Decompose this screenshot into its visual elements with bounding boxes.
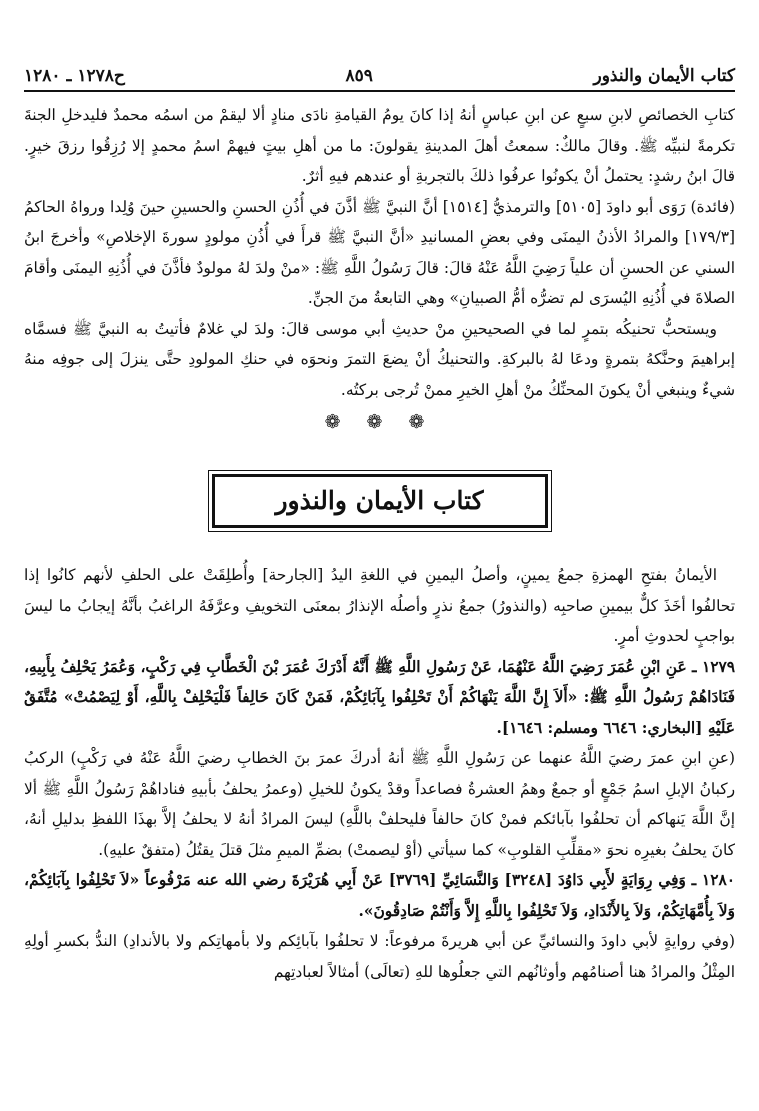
paragraph-khasais: كتابِ الخصائصِ لابنِ سبعٍ عن ابنِ عباسٍ أنهُ إذا كانَ يومُ القيامةِ نادَى منادٍ ألا ليقمْ من اسمُه محمدٌ فليدخلِ الجنةَ تكرمةً لنبيِّه ﷺ. وقالَ مالكٌ: سمعتُ أهلَ المدينةِ يقولونَ: ما من أهلِ بيتٍ فيهمْ اسمُ محمدٍ إلا رُزِقُوا رزقَ خيرٍ. قالَ ابنُ رشدٍ: يحتملُ أنْ يكونُوا عرفُوا ذلكَ بالتجربةِ أو عندهم فيهِ أثرٌ.	[24, 106, 735, 185]
intro-paragraph: الأيمانُ بفتحِ الهمزةِ جمعُ يمينٍ، وأصلُ اليمينِ في اللغةِ اليدُ [الجارحة] وأُطلِقَتْ على الحلفِ لأنهم كانُوا إذا تحالفُوا أخَذَ كلٌّ بيمينِ صاحبِه (والنذورُ) جمعُ نذرٍ وأصلُه الإنذارُ بمعنَى التخويفِ وعرَّفَهُ الراغبُ بأنَّهُ إيجابُ ما ليسَ بواجبٍ لحدوثِ أمرٍ.	[24, 566, 735, 645]
hadith-number: ١٢٨٠	[701, 871, 735, 889]
section-title: كتاب الأيمان والنذور	[212, 474, 548, 528]
page-header	[24, 52, 735, 92]
hadith-range: ح١٢٧٨ ـ ١٢٨٠	[24, 66, 125, 86]
hadith-text: ـ وَفِي رِوَايَةٍ لأَبِي دَاوُدَ [٣٢٤٨] وَالنَّسَائِيِّ [٣٧٦٩] عَنْ أَبِي هُرَيْرَةَ رضي الله عنه مَرْفُوعاً «لاَ تَحْلِفُوا بِآبَائِكُمْ، وَلاَ بِأُمَّهَاتِكُمْ، وَلاَ بِالأَنْدَادِ، وَلاَ تَحْلِفُوا بِاللَّهِ إِلاَّ وَأَنْتُمْ صَادِقُونَ».	[24, 871, 735, 920]
hadith-text: ـ عَنِ ابْنِ عُمَرَ رَضِيَ اللَّهُ عَنْهُمَا، عَنْ رَسُولِ اللَّهِ ﷺ أَنَّهُ أَدْرَكَ عُمَرَ بْنَ الْخَطَّابِ فِي رَكْبٍ، وَعُمَرُ يَحْلِفُ بِأَبِيهِ، فَنَادَاهُمْ رَسُولُ اللَّهِ ﷺ: «أَلاَ إِنَّ اللَّهَ يَنْهَاكُمْ أَنْ تَحْلِفُوا بِآبَائِكُمْ، فَمَنْ كَانَ حَالِفاً فَلْيَحْلِفْ بِاللَّهِ، أَوْ لِيَصْمُتْ» مُتَّفَقٌ عَلَيْهِ [البخاري: ٦٦٤٦ ومسلم: ١٦٤٦].	[24, 657, 735, 737]
section-ornament: ❁ ❁ ❁	[324, 411, 435, 433]
commentary-1279: (عنِ ابنِ عمرَ رضيَ اللَّهُ عنهما عن رَسُولِ اللَّهِ ﷺ أنهُ أدركَ عمرَ بنَ الخطابِ رضيَ اللَّهُ عَنْهُ في رَكْبٍ) الركبُ ركبانُ الإبلِ اسمُ جَمْعٍ أو جمعٌ وهمُ العشرةُ فصاعداً وقدْ يكونُ للخيلِ (وعمرُ يحلفُ بأبيهِ فناداهُمْ رَسُولُ اللَّهِ ﷺ ألا إنَّ اللَّهَ يَنهاكم أن تحلفُوا بآبائكم فمنْ كانَ حالفاً فليحلفْ باللَّهِ) ليسَ المرادُ أنهُ لا يحلفُ إلاَّ بهذَا اللفظِ بدليلِ أنهُ، كانَ يحلفُ بغيرِه نحوَ «مقلِّبِ القلوبِ» كما سيأتي (أوْ ليصمتْ) بضمِّ الميمِ مثلَ قتلَ يقتُلُ (متفقٌ عليهِ).	[24, 749, 735, 859]
paragraph-faida: (فائدة) رَوَى أبو داودَ [٥١٠٥] والترمذيُّ [١٥١٤] أنَّ النبيَّ ﷺ أذَّنَ في أُذُنِ الحسنِ والحسينِ حينَ وُلِدا ورواهُ الحاكمُ [١٧٩/٣] والمرادُ الأذنُ اليمنَى وفي بعضِ المسانيدِ «أنَّ النبيَّ ﷺ قرأَ في أُذُنِ مولودٍ سورةَ الإخلاصِ» وأخرجَ ابنُ السني عن الحسنِ أن علياً رَضِيَ اللَّهُ عَنْهُ قالَ: قالَ رَسُولُ اللَّهِ ﷺ: «منْ ولدَ لهُ مولودٌ فأذَّنَ في أُذُنِهِ اليمنَى وأقامَ الصلاةَ في أُذُنِهِ اليُسرَى لم تضرُّه أمُّ الصبيانِ» وهي التابعةُ منَ الجنِّ.	[24, 197, 735, 307]
hadith-number: ١٢٧٩	[701, 657, 736, 676]
section-title-frame	[24, 474, 735, 528]
hadith-1279	[24, 652, 735, 744]
hadith-1280	[24, 865, 735, 926]
page-body	[24, 100, 735, 987]
commentary-1280: (وفي روايةٍ لأبي داودَ والنسائيِّ عن أبي هريرةَ مرفوعاً: لا تحلفُوا بآبائِكم ولا بأمهاتِكم ولا بالأندادِ) الندُّ بكسرِ أولِهِ المِثْلُ والمرادُ هنا أصنامُهم وأوثانُهم التي جعلُوها للهِ (تعالَى) أمثالاً لعبادتِهم	[24, 932, 735, 981]
paragraph-tahnik: ويستحبُّ تحنيكُه بتمرٍ لما في الصحيحينِ منْ حديثِ أبي موسى قالَ: ولدَ لي غلامٌ فأتيتُ به النبيَّ ﷺ فسمَّاه إبراهيمَ وحنَّكهُ بتمرةٍ ودعَا لهُ بالبركةِ. والتحنيكُ أنْ يضعَ التمرَ ونحوَه في حنكِ المولودِ حتَّى ينزلَ إلى جوفِه منهُ شيءٌ وينبغي أنْ يكونَ المحنِّكُ منْ أهلِ الخيرِ ممنْ تُرجى بركتُه.	[24, 319, 735, 399]
running-title: كتاب الأيمان والنذور	[593, 66, 735, 86]
page-number: ٨٥٩	[345, 66, 373, 86]
